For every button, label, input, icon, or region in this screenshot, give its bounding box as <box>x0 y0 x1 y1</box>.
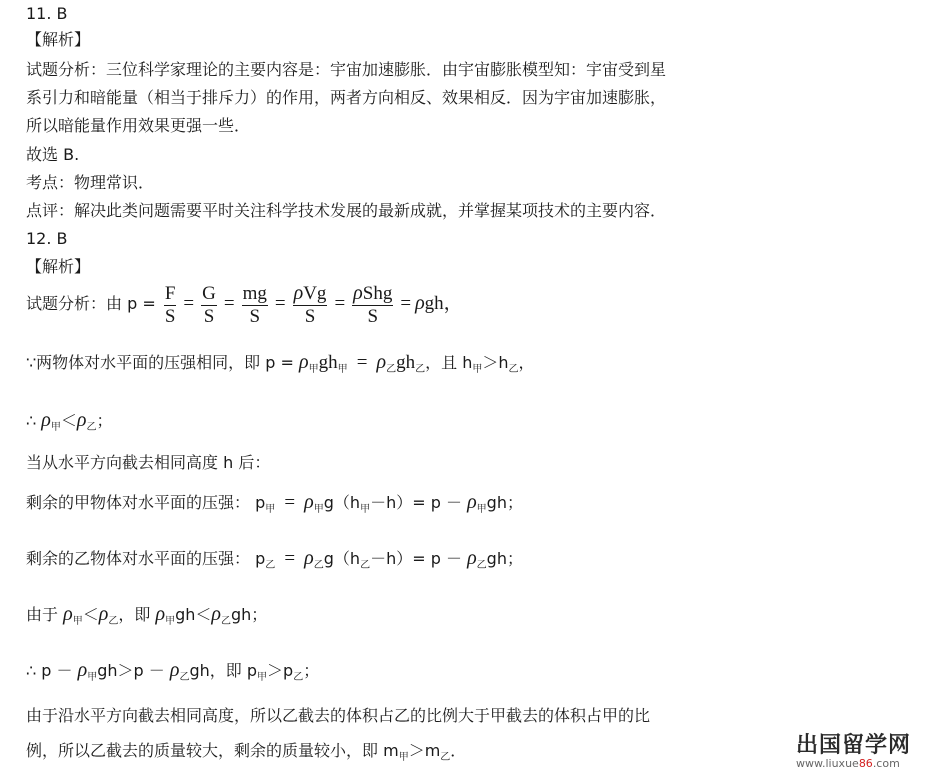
rho-symbol: ρ <box>467 547 477 569</box>
frac-den: S <box>367 305 379 327</box>
subscript-jia: 甲 <box>472 364 483 375</box>
remaining-yi-lead: 剩余的乙物体对水平面的压强： p <box>26 549 266 568</box>
since-gh1: gh＜ <box>175 605 212 624</box>
since-lead: 由于 <box>26 605 59 624</box>
frac-num: F <box>164 282 176 304</box>
because-gh: gh <box>318 352 338 373</box>
q12-remaining-jia-line <box>26 492 523 520</box>
final-line-2-gt: ＞m <box>408 741 441 760</box>
rho-symbol: ρ <box>76 409 87 431</box>
q11-analysis-line-1: 试题分析：三位科学家理论的主要内容是：宇宙加速膨胀．由宇宙膨胀模型知：宇宙受到星 <box>26 60 667 79</box>
subscript-jia: 甲 <box>308 364 319 375</box>
remaining-jia-tail: gh； <box>486 493 523 512</box>
therefore2-gt: ＞p <box>267 661 294 680</box>
q12-final-line-1: 由于沿水平方向截去相同高度，所以乙截去的体积占乙的比例大于甲截去的体积占甲的比 <box>26 706 651 725</box>
therefore2-gh1: gh＞p － <box>97 661 165 680</box>
watermark-url <box>796 758 911 770</box>
fraction-f-over-s <box>164 283 177 327</box>
subscript-jia: 甲 <box>360 504 371 515</box>
subscript-jia: 甲 <box>165 616 176 627</box>
subscript-jia: 甲 <box>87 672 98 683</box>
q12-remaining-yi-line <box>26 548 523 576</box>
subscript-yi: 乙 <box>386 364 397 375</box>
equals: = <box>223 293 235 314</box>
subscript-yi: 乙 <box>108 616 119 627</box>
since-gh2: gh； <box>230 605 268 624</box>
less-than: ＜ <box>60 411 77 430</box>
equals: = <box>284 492 296 513</box>
q11-answer: 故选 B. <box>26 145 80 164</box>
therefore-symbol: ∴ <box>26 411 37 430</box>
q12-formula-line <box>26 280 463 327</box>
frac-num <box>293 283 328 306</box>
final-line-2-lead: 例，所以乙截去的质量较大，剩余的质量较小，即 m <box>26 741 399 760</box>
rho-symbol: ρ <box>169 659 180 681</box>
frac-num-text: Shg <box>362 282 393 304</box>
equals: = <box>400 293 412 314</box>
because-gh: gh <box>396 352 416 373</box>
q11-jiexi: 【解析】 <box>26 30 91 49</box>
fraction-g-over-s <box>201 283 217 327</box>
watermark-logo <box>796 734 911 770</box>
subscript-jia: 甲 <box>476 504 487 515</box>
subscript-yi: 乙 <box>476 560 487 571</box>
fraction-rhovg-over-s <box>293 283 328 327</box>
frac-den: S <box>164 305 176 327</box>
rho-symbol: ρ <box>98 603 109 625</box>
q11-heading: 11. B <box>26 4 68 23</box>
because-qie: ，且 h <box>425 353 473 372</box>
subscript-yi: 乙 <box>313 560 324 571</box>
rho-symbol: ρ <box>415 292 425 314</box>
watermark-url-pre: www.liuxue <box>796 757 859 770</box>
remaining-yi-mid2: －h）= p － <box>370 549 462 568</box>
rho-symbol: ρ <box>467 491 477 513</box>
equals: = <box>356 352 368 373</box>
equals: = <box>183 293 195 314</box>
rho-symbol: ρ <box>77 659 88 681</box>
q11-analysis-line-2: 系引力和暗能量（相当于排斥力）的作用，两者方向相反、效果相反．因为宇宙加速膨胀， <box>26 88 667 107</box>
rho-symbol: ρ <box>304 491 314 513</box>
equals: = <box>334 293 346 314</box>
watermark-url-num: 86 <box>858 757 873 770</box>
subscript-yi: 乙 <box>415 364 426 375</box>
q12-since-line <box>26 604 267 632</box>
q12-cut-line: 当从水平方向截去相同高度 h 后： <box>26 453 271 472</box>
frac-den: S <box>203 305 215 327</box>
equals: = <box>274 293 286 314</box>
frac-num: mg <box>242 282 267 304</box>
subscript-yi: 乙 <box>220 616 231 627</box>
watermark-url-post: .com <box>872 757 900 770</box>
remaining-jia-mid: g（h <box>323 493 361 512</box>
watermark-title: 出国留学网 <box>796 733 912 758</box>
frac-den: S <box>249 305 261 327</box>
frac-num-text: Vg <box>303 282 327 304</box>
subscript-yi: 乙 <box>86 422 97 433</box>
subscript-jia: 甲 <box>72 616 83 627</box>
subscript-jia: 甲 <box>337 364 348 375</box>
remaining-jia-mid2: －h）= p － <box>370 493 462 512</box>
q12-therefore-line-1 <box>26 410 113 438</box>
because-gt: ＞h <box>482 353 509 372</box>
because-lead: ∵两物体对水平面的压强相同，即 p = <box>26 353 294 372</box>
subscript-yi: 乙 <box>508 364 519 375</box>
final-line-2-end: ． <box>450 741 467 760</box>
rho-symbol: ρ <box>304 547 314 569</box>
rho-symbol: ρ <box>155 603 166 625</box>
q11-kaodian: 考点：物理常识． <box>26 173 155 192</box>
rho-symbol: ρ <box>41 409 51 431</box>
rho-symbol: ρ <box>63 603 73 625</box>
frac-den: S <box>304 305 316 327</box>
frac-num: G <box>202 282 216 304</box>
frac-num <box>352 283 393 306</box>
less-than: ＜ <box>82 605 99 624</box>
q12-final-line-2 <box>26 741 466 768</box>
subscript-yi: 乙 <box>293 672 304 683</box>
q11-dianping: 点评：解决此类问题需要平时关注科学技术发展的最新成就，并掌握某项技术的主要内容． <box>26 201 667 220</box>
rho-symbol: ρ <box>353 281 363 304</box>
subscript-jia: 甲 <box>265 504 276 515</box>
remaining-jia-lead: 剩余的甲物体对水平面的压强： p <box>26 493 266 512</box>
subscript-jia: 甲 <box>398 752 409 763</box>
q12-because-line <box>26 352 535 380</box>
rho-symbol: ρ <box>376 351 387 373</box>
formula-lead: 试题分析：由 p = <box>26 294 156 313</box>
q12-jiexi: 【解析】 <box>26 257 91 276</box>
rho-symbol: ρ <box>293 281 304 304</box>
formula-tail: gh， <box>424 293 463 314</box>
subscript-yi: 乙 <box>265 560 276 571</box>
fraction-rhoshg-over-s <box>352 283 393 327</box>
subscript-jia: 甲 <box>50 422 61 433</box>
q12-therefore-line-2 <box>26 660 319 688</box>
subscript-yi: 乙 <box>440 752 451 763</box>
fraction-mg-over-s <box>242 283 268 327</box>
subscript-jia: 甲 <box>257 672 268 683</box>
subscript-jia: 甲 <box>313 504 324 515</box>
remaining-yi-mid: g（h <box>323 549 361 568</box>
comma: ， <box>518 353 535 372</box>
remaining-yi-tail: gh； <box>486 549 523 568</box>
therefore2-gh2: gh，即 p <box>189 661 258 680</box>
q11-analysis-line-3: 所以暗能量作用效果更强一些． <box>26 116 251 135</box>
rho-symbol: ρ <box>211 603 221 625</box>
semicolon: ； <box>96 411 113 430</box>
rho-symbol: ρ <box>299 351 309 373</box>
q12-heading: 12. B <box>26 229 68 248</box>
therefore2-end: ； <box>303 661 320 680</box>
subscript-yi: 乙 <box>179 672 190 683</box>
since-mid: ，即 <box>118 605 151 624</box>
equals: = <box>284 548 296 569</box>
therefore2-lead: ∴ p － <box>26 661 73 680</box>
subscript-yi: 乙 <box>360 560 371 571</box>
